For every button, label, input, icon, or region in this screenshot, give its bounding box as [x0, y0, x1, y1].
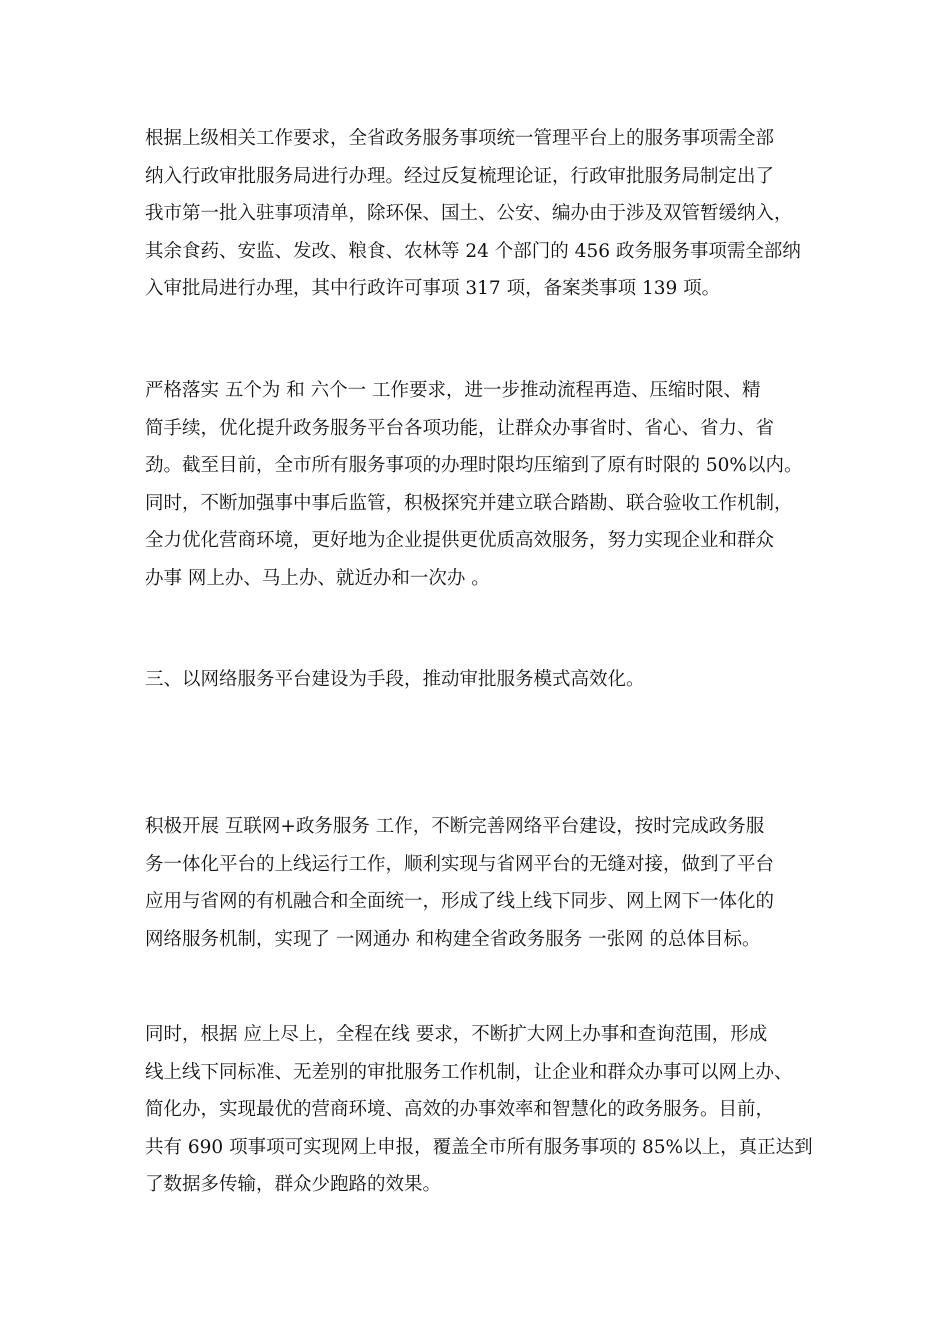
text-line: 其余食药、安监、发改、粮食、农林等 24 个部门的 456 政务服务事项需全部纳	[145, 240, 801, 262]
text-line: 纳入行政审批服务局进行办理。经过反复梳理论证，行政审批服务局制定出了	[145, 165, 775, 187]
text-line: 同时，根据 应上尽上，全程在线 要求，不断扩大网上办事和查询范围，形成	[145, 1024, 768, 1045]
text-line: 务一体化平台的上线运行工作，顺利实现与省网平台的无缝对接，做到了平台	[145, 853, 775, 875]
text-line: 劲。截至目前，全市所有服务事项的办理时限均压缩到了原有时限的 50%以内。	[145, 455, 803, 476]
text-line: 应用与省网的有机融合和全面统一，形成了线上线下同步、网上网下一体化的	[145, 891, 775, 912]
section-heading	[145, 661, 810, 699]
text-line: 严格落实 五个为 和 六个一 工作要求，进一步推动流程再造、压缩时限、精	[145, 380, 761, 401]
text-line: 入审批局进行办理，其中行政许可事项 317 项，备案类事项 139 项。	[145, 278, 721, 299]
paragraph-process-reform	[145, 372, 810, 597]
text-line: 共有 690 项事项可实现网上申报，覆盖全市所有服务事项的 85%以上，真正达到	[145, 1136, 813, 1158]
text-line: 简手续，优化提升政务服务平台各项功能，让群众办事省时、省心、省力、省	[145, 417, 775, 439]
paragraph-internet-services	[145, 808, 810, 958]
text-line: 办事 网上办、马上办、就近办和一次办 。	[145, 567, 490, 589]
text-line: 积极开展 互联网+政务服务 工作，不断完善网络平台建设，按时完成政务服	[145, 816, 765, 837]
text-line: 根据上级相关工作要求，全省政务服务事项统一管理平台上的服务事项需全部	[145, 128, 775, 149]
text-line: 线上线下同标准、无差别的审批服务工作机制，让企业和群众办事可以网上办、	[145, 1061, 793, 1083]
text-line: 网络服务机制，实现了 一网通办 和构建全省政务服务 一张网 的总体目标。	[145, 928, 761, 950]
text-line: 了数据多传输，群众少跑路的效果。	[145, 1174, 442, 1195]
text-line: 简化办，实现最优的营商环境、高效的办事效率和智慧化的政务服务。目前，	[145, 1099, 775, 1120]
paragraph-online-coverage	[145, 1016, 813, 1204]
text-line: 全力优化营商环境，更好地为企业提供更优质高效服务，努力实现企业和群众	[145, 530, 775, 551]
paragraph-review-list	[145, 120, 810, 308]
text-line: 三、以网络服务平台建设为手段，推动审批服务模式高效化。	[145, 669, 645, 690]
text-line: 我市第一批入驻事项清单，除环保、国土、公安、编办由于涉及双管暂缓纳入，	[145, 203, 793, 224]
text-line: 同时，不断加强事中事后监管，积极探究并建立联合踏勘、联合验收工作机制，	[145, 492, 793, 514]
